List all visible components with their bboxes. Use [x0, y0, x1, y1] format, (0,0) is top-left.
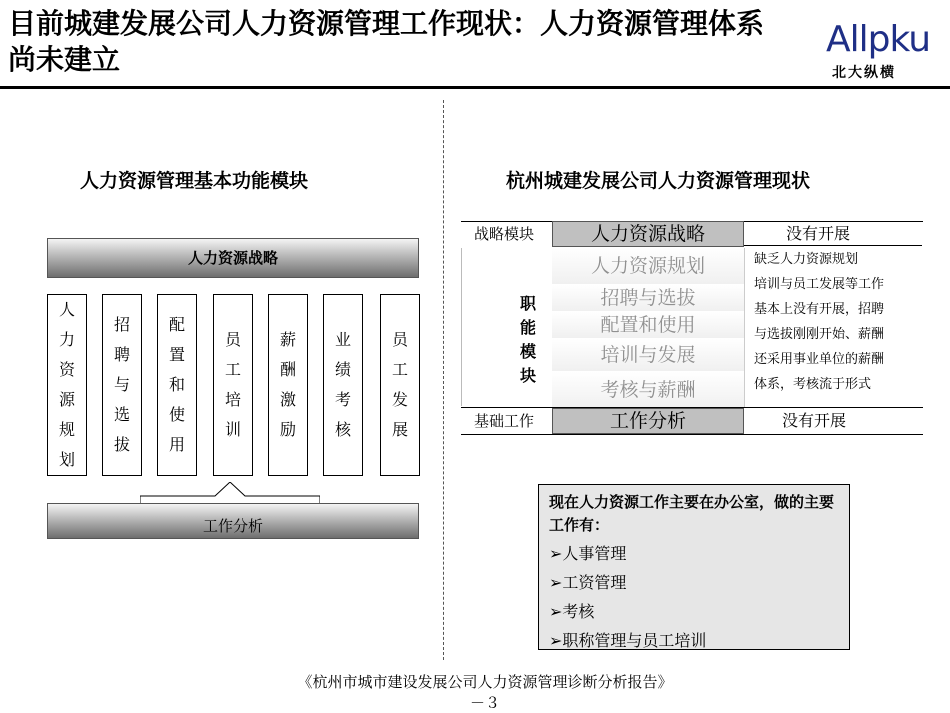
description-line: 与选拔刚刚开始、薪酬	[754, 327, 885, 342]
column-char: 员	[224, 330, 241, 349]
functional-label-char: 职	[519, 294, 536, 313]
description-line: 体系，考核流于形式	[754, 377, 872, 392]
note-list	[549, 539, 839, 655]
column-char: 与	[113, 375, 130, 394]
column-char: 拔	[113, 435, 130, 454]
up-arrow-icon	[140, 482, 320, 504]
function-column	[380, 294, 420, 476]
base-status: 没有开展	[782, 411, 847, 430]
column-char: 力	[58, 330, 75, 349]
column-char: 划	[58, 450, 75, 469]
description-line: 缺乏人力资源规划	[754, 252, 859, 267]
table-rule-strategy	[744, 245, 922, 246]
note-item: ➢工资管理	[549, 573, 627, 592]
functional-label-char: 能	[519, 318, 536, 337]
function-column	[47, 294, 87, 476]
column-char: 工	[224, 360, 241, 379]
functional-item: 配置和使用	[552, 312, 744, 339]
column-char: 展	[391, 420, 408, 439]
functional-item: 考核与薪酬	[552, 372, 744, 409]
column-char: 培	[224, 390, 241, 409]
functional-item: 人力资源规划	[552, 248, 744, 285]
column-char: 训	[224, 420, 241, 439]
function-column	[102, 294, 142, 476]
description-line: 基本上没有开展，招聘	[754, 302, 885, 317]
description-line: 还采用事业单位的薪酬	[754, 352, 885, 367]
column-char: 激	[279, 390, 296, 409]
strategy-cell-label: 人力资源战略	[590, 223, 705, 245]
job-analysis-label: 工作分析	[202, 517, 263, 535]
column-char: 用	[168, 435, 185, 454]
base-work-label: 基础工作	[474, 412, 535, 430]
functional-label-char: 块	[519, 366, 536, 385]
column-char: 工	[391, 360, 408, 379]
column-char: 资	[58, 360, 75, 379]
column-char: 聘	[113, 345, 130, 364]
functional-module-label	[517, 292, 539, 388]
function-column	[157, 294, 197, 476]
functional-items	[552, 248, 744, 409]
note-item: ➢职称管理与员工培训	[549, 631, 707, 650]
hr-strategy-bar	[47, 238, 419, 278]
functional-label-char: 模	[519, 342, 536, 361]
section-divider	[443, 100, 444, 660]
column-char: 绩	[334, 360, 351, 379]
column-char: 选	[113, 405, 130, 424]
column-char: 酬	[279, 360, 296, 379]
functional-item: 培训与发展	[552, 339, 744, 372]
brand-logo: Allpku	[826, 19, 931, 60]
table-rule-bottom	[461, 434, 923, 435]
column-char: 员	[391, 330, 408, 349]
column-char: 核	[334, 420, 351, 439]
strategy-status: 没有开展	[786, 224, 851, 243]
column-char: 配	[168, 315, 185, 334]
page-title: 目前城建发展公司人力资源管理工作现状：人力资源管理体系尚未建立	[8, 7, 765, 76]
function-column	[213, 294, 253, 476]
note-item: ➢人事管理	[549, 544, 627, 563]
function-column	[268, 294, 308, 476]
strategy-module-label: 战略模块	[474, 225, 535, 243]
column-char: 薪	[279, 330, 296, 349]
job-analysis-bar	[47, 503, 419, 539]
note-item: ➢考核	[549, 602, 595, 621]
right-heading: 杭州城建发展公司人力资源管理现状	[506, 170, 811, 192]
left-heading: 人力资源管理基本功能模块	[80, 170, 309, 192]
footer-caption: 《杭州市城市建设发展公司人力资源管理诊断分析报告》	[297, 673, 673, 691]
column-char: 考	[334, 390, 351, 409]
strategy-cell	[552, 221, 744, 247]
base-cell	[552, 408, 744, 434]
column-char: 规	[58, 420, 75, 439]
column-char: 使	[168, 405, 185, 424]
page-number: －３	[469, 694, 500, 712]
description-line: 培训与员工发展等工作	[754, 277, 885, 292]
hr-strategy-label: 人力资源战略	[187, 249, 278, 267]
column-char: 业	[334, 330, 351, 349]
column-char: 源	[58, 390, 75, 409]
base-cell-label: 工作分析	[609, 410, 686, 432]
column-char: 置	[168, 345, 185, 364]
current-work-note	[538, 484, 850, 650]
column-char: 招	[113, 315, 130, 334]
title-rule	[0, 86, 950, 89]
column-char: 和	[168, 375, 185, 394]
description-cell	[744, 248, 923, 408]
column-char: 励	[279, 420, 296, 439]
column-char: 发	[391, 390, 408, 409]
function-column	[323, 294, 363, 476]
brand-logo-subtitle: 北大纵横	[832, 65, 896, 81]
note-heading: 现在人力资源工作主要在办公室，做的主要工作有：	[549, 493, 835, 534]
column-char: 人	[58, 300, 75, 319]
functional-item: 招聘与选拔	[552, 285, 744, 312]
